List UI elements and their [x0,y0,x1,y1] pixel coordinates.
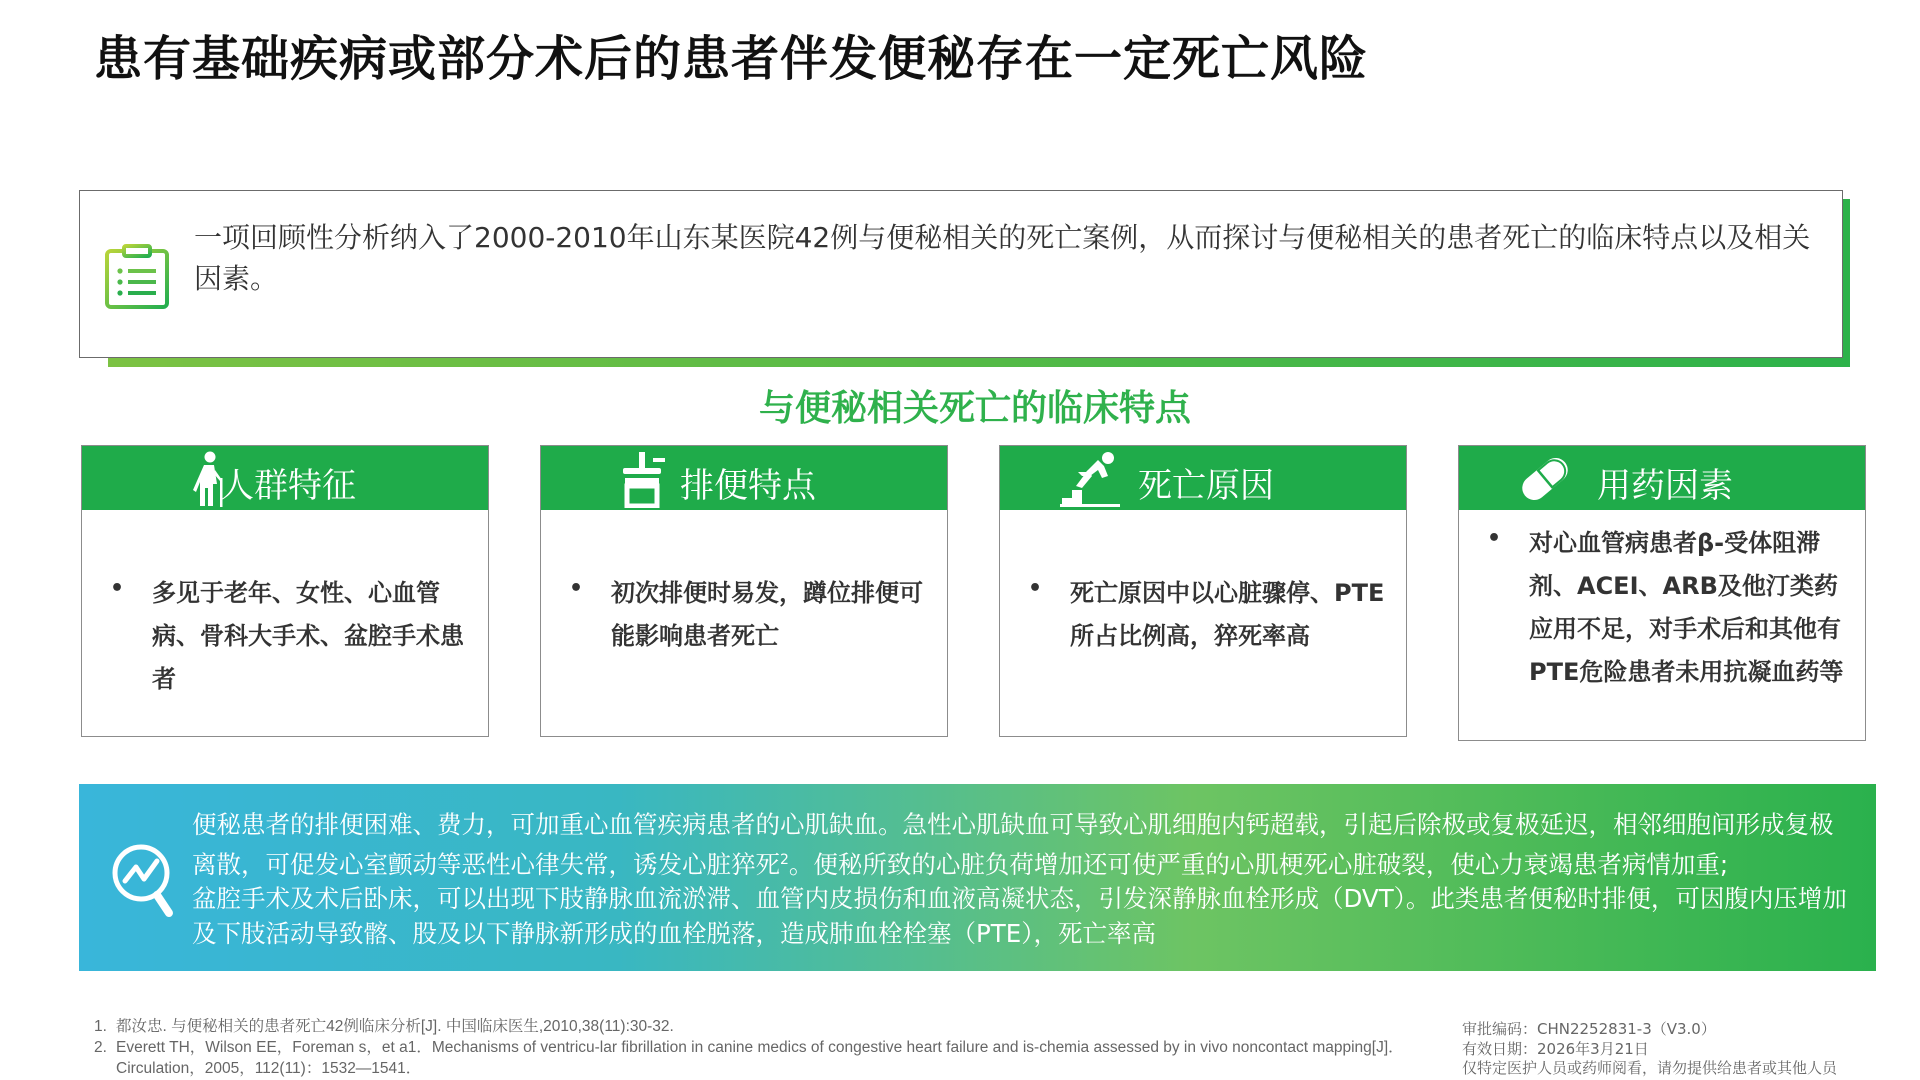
approval-code: 审批编码：CHN2252831-3（V3.0） [1462,1020,1716,1038]
approval-info [1462,1020,1882,1079]
card-header [541,446,947,510]
card-defecation [540,445,948,737]
search-chart-icon [109,841,179,925]
card-population [81,445,489,737]
card-title: 人群特征 [220,466,356,506]
card-title: 排便特点 [680,466,816,506]
bullet: • [1028,576,1043,601]
falling-person-icon [1058,450,1122,508]
card-medication [1458,445,1866,741]
banner-paragraph-1: 便秘患者的排便困难、费力，可加重心血管疾病患者的心肌缺血。急性心肌缺血可导致心肌细胞内钙超载，引起后除极或复极延迟，相邻细胞间形成复极离散，可促发心室颤动等恶性心律失常，诱发心脏猝死$^2$。便秘所致的心脏负荷增加还可使严重的心肌梗死心脏破裂，使心力衰竭患者病情加重; [192,810,1834,879]
card-text: 死亡原因中以心脏骤停、PTE所占比例高，猝死率高 [1070,579,1385,650]
card-header [82,446,488,510]
card-death-cause [999,445,1407,737]
card-title: 死亡原因 [1138,466,1274,506]
page-title: 患有基础疾病或部分术后的患者伴发便秘存在一定死亡风险 [94,31,1369,87]
citation-mark: 2 [780,851,789,868]
card-header [1000,446,1406,510]
card-header [1459,446,1865,510]
references [94,1016,1454,1079]
capsule-icon [1513,450,1577,508]
intro-box [79,190,1843,358]
card-text: 对心血管病患者β-受体阻滞剂、ACEI、ARB及他汀类药应用不足，对手术后和其他有PTE危险患者未用抗凝血药等 [1529,529,1844,686]
toilet-icon [613,450,677,508]
bullet: • [1487,526,1502,551]
usage-notice: 仅特定医护人员或药师阅看，请勿提供给患者或其他人员 [1462,1059,1838,1077]
bullet: • [569,576,584,601]
reference-item: 1. 都汝忠. 与便秘相关的患者死亡42例临床分析[J]. 中国临床医生,2010,38(11):30-32. [94,1018,674,1035]
section-title: 与便秘相关死亡的临床特点 [758,388,1191,429]
card-text: 初次排便时易发，蹲位排便可能影响患者死亡 [611,579,923,650]
card-title: 用药因素 [1597,466,1733,506]
clipboard-list-icon [102,243,172,311]
banner-paragraph-2: 盆腔手术及术后卧床，可以出现下肢静脉血流淤滞、血管内皮损伤和血液高凝状态，引发深静脉血栓形成（DVT）。此类患者便秘时排便，可因腹内压增加及下肢活动导致髂、股及以下静脉新形成的血栓脱落，造成肺血栓栓塞（PTE），死亡率高 [192,884,1847,948]
reference-item: 2. Everett TH，Wilson EE，Foreman s，et a1．Mechanisms of ventricu-lar fibrillation in canine medics of congestive heart failure and is-chemia assessed by in vivo noncontact mapping[J]．Circulation，2005，112(11)：1532—1541． [94,1039,1404,1077]
banner-text [192,808,1857,951]
summary-banner [79,784,1876,971]
bullet: • [110,576,125,601]
valid-date: 有效日期：2026年3月21日 [1462,1039,1649,1058]
card-text: 多见于老年、女性、心血管病、骨科大手术、盆腔手术患者 [152,579,464,693]
intro-text: 一项回顾性分析纳入了2000-2010年山东某医院42例与便秘相关的死亡案例，从而探讨与便秘相关的患者死亡的临床特点以及相关因素。 [194,221,1811,295]
